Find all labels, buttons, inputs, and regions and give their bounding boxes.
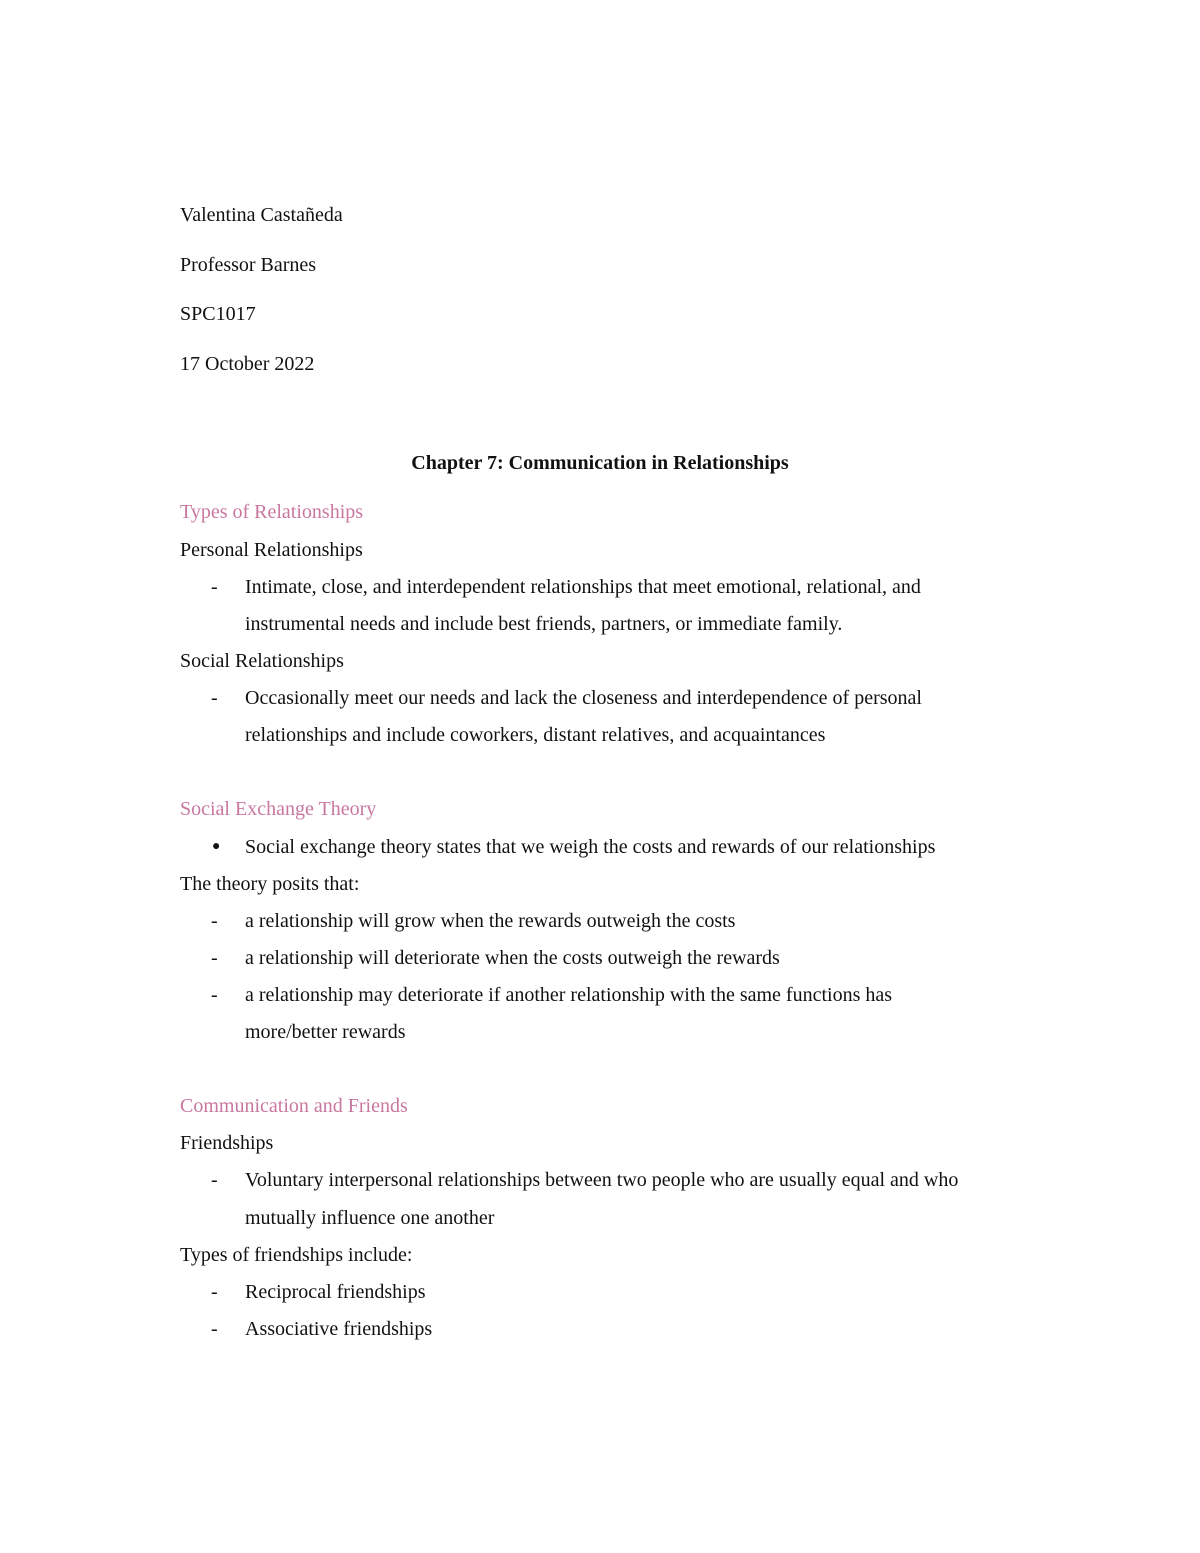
course-code: SPC1017 <box>180 303 256 325</box>
list-item-text: Intimate, close, and interdependent relationships that meet emotional, relational, and <box>245 576 921 598</box>
list-item <box>0 1168 1200 1192</box>
social-relationships-label: Social Relationships <box>180 650 344 672</box>
list-item-continuation <box>0 1020 1200 1044</box>
friendship-types-label: Types of friendships include: <box>180 1244 413 1266</box>
list-item-text: instrumental needs and include best friends, partners, or immediate family. <box>245 613 843 635</box>
friendships-label: Friendships <box>180 1132 274 1154</box>
bullet-marker: ● <box>212 839 221 854</box>
section-heading-exchange: Social Exchange Theory <box>180 798 377 820</box>
section-heading-types: Types of Relationships <box>180 501 364 523</box>
section-heading-friends: Communication and Friends <box>180 1095 408 1117</box>
dash-marker: - <box>211 576 218 598</box>
list-item-text: Occasionally meet our needs and lack the closeness and interdependence of personal <box>245 687 922 709</box>
personal-relationships-label: Personal Relationships <box>180 539 363 561</box>
list-item-text: relationships and include coworkers, distant relatives, and acquaintances <box>245 724 826 746</box>
dash-marker: - <box>211 1169 218 1191</box>
list-item-text: more/better rewards <box>245 1021 406 1043</box>
list-item <box>0 909 1200 933</box>
list-item-text: mutually influence one another <box>245 1207 495 1229</box>
list-item-text: a relationship will deteriorate when the costs outweigh the rewards <box>245 947 780 969</box>
list-item-text: a relationship will grow when the rewards outweigh the costs <box>245 910 736 932</box>
list-item <box>0 575 1200 599</box>
dash-marker: - <box>211 984 218 1006</box>
dash-marker: - <box>211 1281 218 1303</box>
list-item-text: Voluntary interpersonal relationships between two people who are usually equal and who <box>245 1169 959 1191</box>
dash-marker: - <box>211 910 218 932</box>
document-date: 17 October 2022 <box>180 353 315 375</box>
professor-name: Professor Barnes <box>180 254 317 276</box>
list-item-text: Social exchange theory states that we weigh the costs and rewards of our relationships <box>245 836 936 858</box>
list-item-text: Reciprocal friendships <box>245 1281 426 1303</box>
list-item-text: a relationship may deteriorate if another relationship with the same functions has <box>245 984 893 1006</box>
list-item-continuation <box>0 612 1200 636</box>
list-item <box>0 835 1200 859</box>
dash-marker: - <box>211 947 218 969</box>
dash-marker: - <box>211 687 218 709</box>
list-item-text: Associative friendships <box>245 1318 433 1340</box>
author-name: Valentina Castañeda <box>180 204 343 226</box>
document-title: Chapter 7: Communication in Relationships <box>411 452 789 474</box>
list-item <box>0 946 1200 970</box>
list-item-continuation <box>0 1206 1200 1230</box>
dash-marker: - <box>211 1318 218 1340</box>
list-item <box>0 686 1200 710</box>
list-item <box>0 1317 1200 1341</box>
theory-posits-label: The theory posits that: <box>180 873 360 895</box>
list-item-continuation <box>0 723 1200 747</box>
list-item <box>0 1280 1200 1304</box>
list-item <box>0 983 1200 1007</box>
